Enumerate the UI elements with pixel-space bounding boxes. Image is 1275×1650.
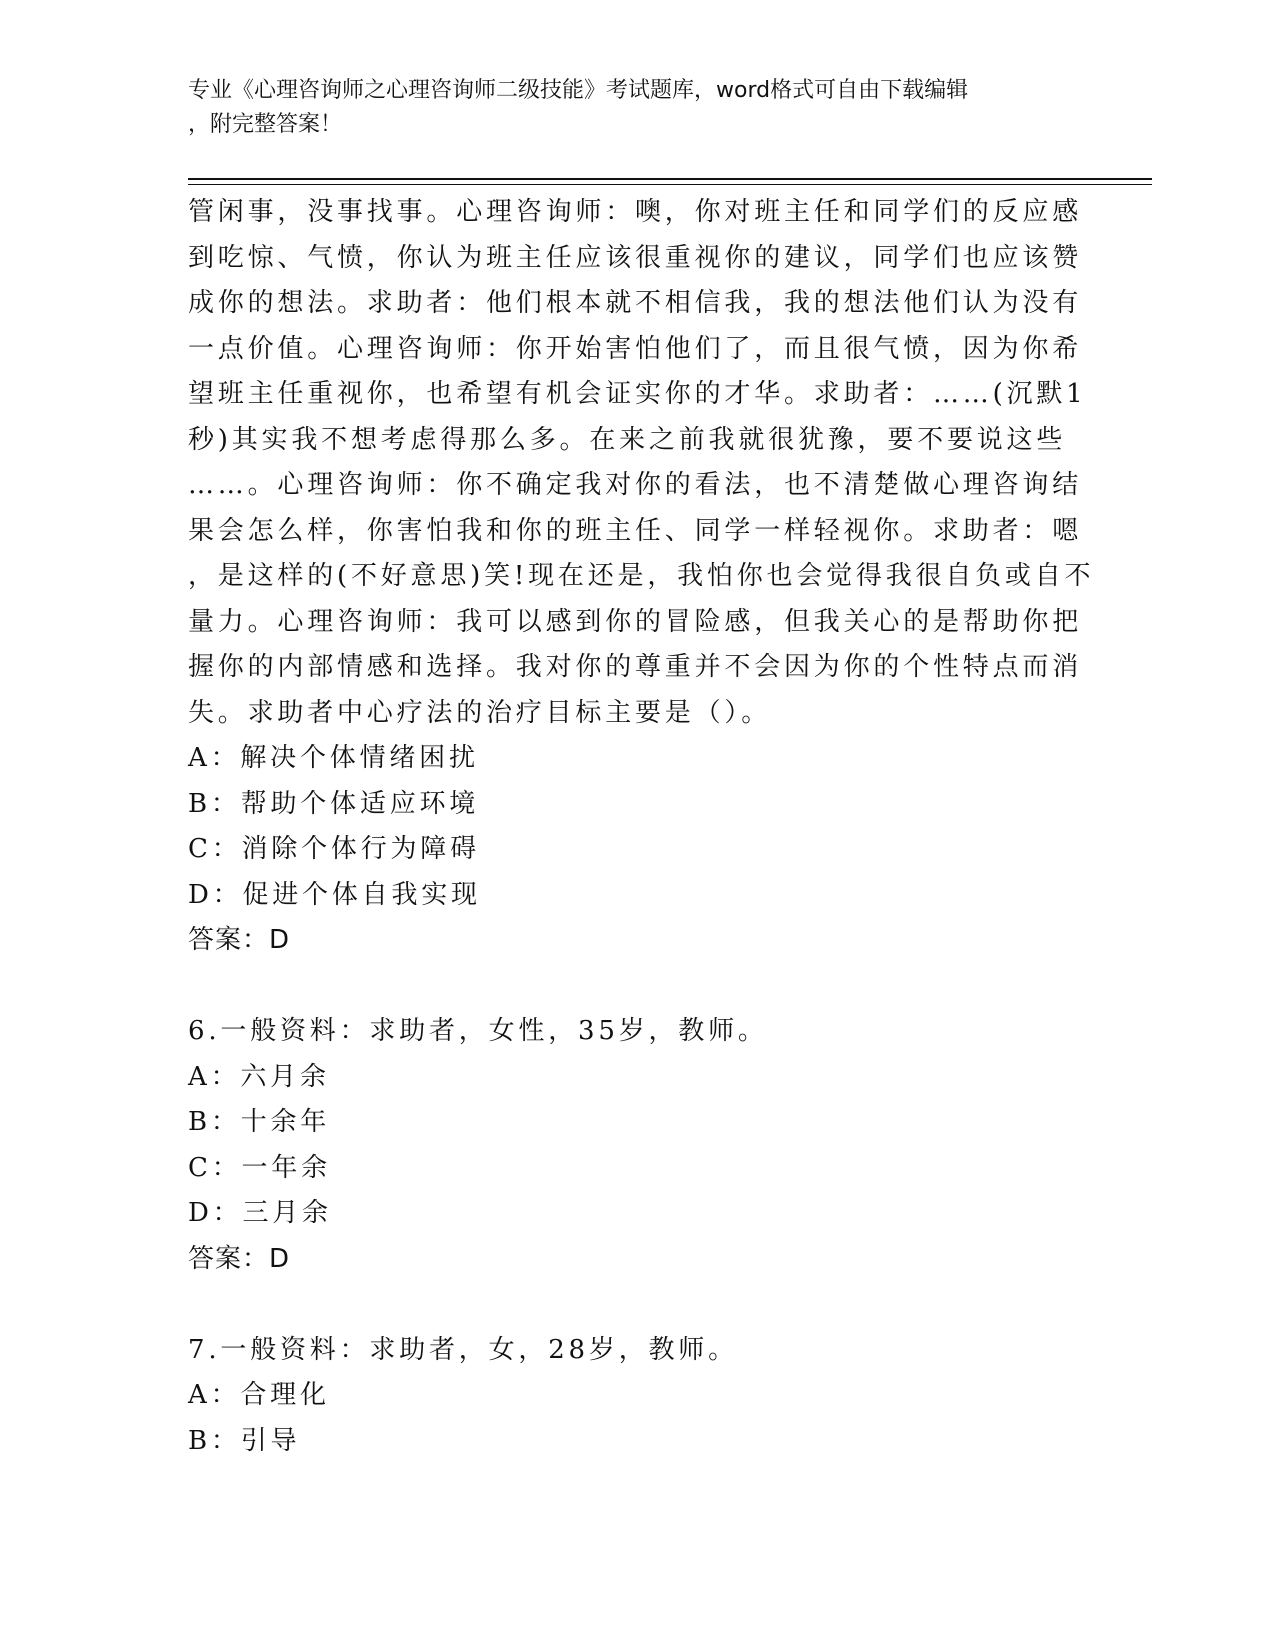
passage-line: 握你的内部情感和选择。我对你的尊重并不会因为你的个性特点而消 bbox=[188, 652, 1083, 682]
question-6 bbox=[188, 1009, 1088, 1282]
option-c: C：消除个体行为障碍 bbox=[188, 834, 480, 864]
header-rule-thick bbox=[188, 178, 1152, 180]
option-b: B：帮助个体适应环境 bbox=[188, 788, 480, 819]
passage-line: 管闲事，没事找事。心理咨询师：噢，你对班主任和同学们的反应感 bbox=[188, 197, 1083, 227]
header-line-2: ，附完整答案！ bbox=[188, 112, 343, 137]
header-line-1: 专业《心理咨询师之心理咨询师二级技能》考试题库，word格式可自由下载编辑 bbox=[188, 78, 969, 103]
option-b: B：引导 bbox=[188, 1425, 301, 1456]
spacer bbox=[188, 1282, 1088, 1328]
passage-line: 失。求助者中心疗法的治疗目标主要是（）。 bbox=[188, 697, 772, 728]
document-body bbox=[188, 190, 1095, 1464]
spacer bbox=[188, 964, 1088, 1010]
passage-line: ……。心理咨询师：你不确定我对你的看法，也不清楚做心理咨询结 bbox=[188, 470, 1083, 500]
option-c: C：一年余 bbox=[188, 1152, 331, 1183]
option-d: D：三月余 bbox=[188, 1198, 332, 1228]
passage-line: 望班主任重视你，也希望有机会证实你的才华。求助者：……(沉默1 bbox=[188, 379, 1087, 409]
page-header bbox=[188, 74, 1088, 142]
passage-line: 成你的想法。求助者：他们根本就不相信我，我的想法他们认为没有 bbox=[188, 288, 1083, 318]
answer: 答案：D bbox=[188, 925, 291, 955]
option-b: B：十余年 bbox=[188, 1107, 331, 1137]
header-rule-thin bbox=[188, 184, 1152, 185]
question-5 bbox=[188, 190, 1095, 964]
question-stem: 6.一般资料：求助者，女性，35岁，教师。 bbox=[188, 1016, 768, 1046]
passage-line: 果会怎么样，你害怕我和你的班主任、同学一样轻视你。求助者：嗯 bbox=[188, 515, 1083, 546]
passage-line: 量力。心理咨询师：我可以感到你的冒险感，但我关心的是帮助你把 bbox=[188, 606, 1083, 637]
question-7 bbox=[188, 1328, 1088, 1465]
passage-line: 一点价值。心理咨询师：你开始害怕他们了，而且很气愤，因为你希 bbox=[188, 333, 1083, 364]
passage-line: 到吃惊、气愤，你认为班主任应该很重视你的建议，同学们也应该赞 bbox=[188, 242, 1083, 273]
option-a: A：合理化 bbox=[188, 1380, 330, 1410]
passage-line: 秒)其实我不想考虑得那么多。在来之前我就很犹豫，要不要说这些 bbox=[188, 424, 1067, 455]
passage-line: ，是这样的(不好意思)笑!现在还是，我怕你也会觉得我很自负或自不 bbox=[188, 561, 1095, 591]
option-a: A：六月余 bbox=[188, 1061, 330, 1092]
question-stem: 7.一般资料：求助者，女，28岁，教师。 bbox=[188, 1334, 738, 1365]
option-d: D：促进个体自我实现 bbox=[188, 879, 481, 910]
option-a: A：解决个体情绪困扰 bbox=[188, 743, 479, 773]
answer: 答案：D bbox=[188, 1243, 291, 1274]
